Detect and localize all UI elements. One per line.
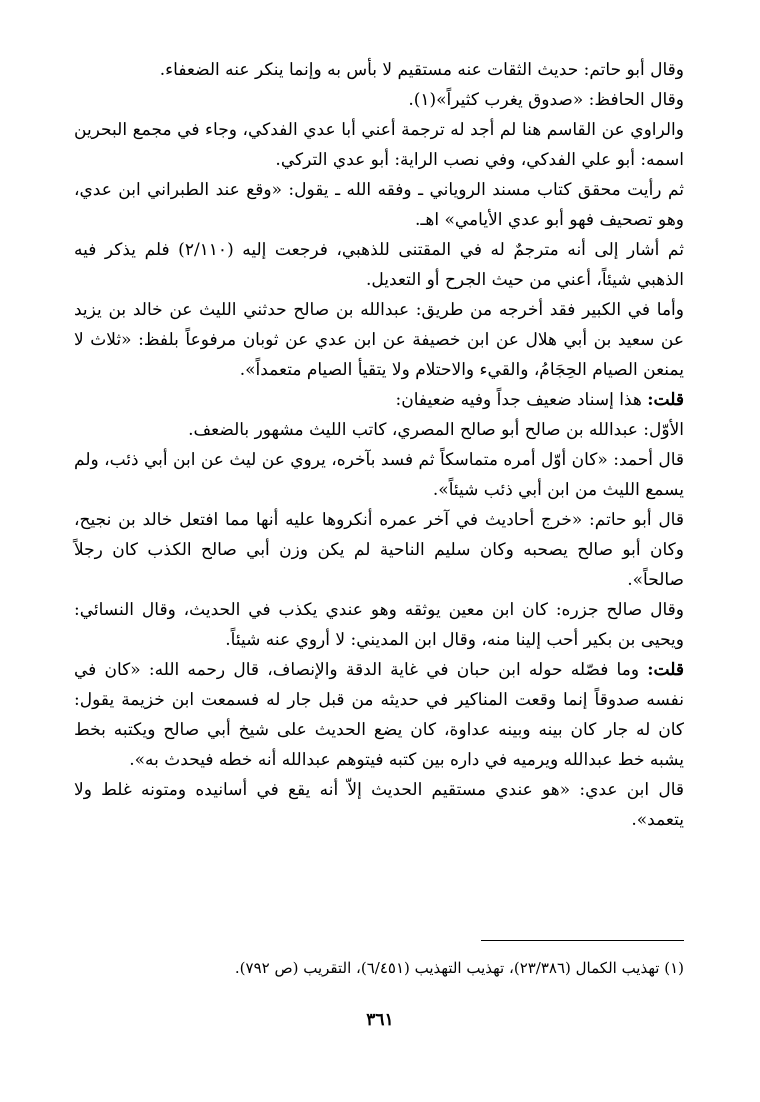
paragraph-text: قال أبو حاتم: «خرج أحاديث في آخر عمره أنكروها عليه أنها مما افتعل خالد بن نجيح، وكان أبو صالح يصحبه وكان سليم الناحية لم يكن وزن أبي صالح الكذب كان رجلاً صالحاً». bbox=[74, 510, 684, 590]
paragraph bbox=[74, 175, 684, 235]
paragraph bbox=[74, 385, 684, 415]
paragraph bbox=[74, 115, 684, 175]
footnote: (١) تهذيب الكمال (٢٣/٣٨٦)، تهذيب التهذيب (٦/٤٥١)، التقريب (ص ٧٩٢). bbox=[234, 959, 684, 977]
paragraph-text: هذا إسناد ضعيف جداً وفيه ضعيفان: bbox=[395, 390, 648, 410]
paragraph-text: ثم رأيت محقق كتاب مسند الروياني ـ وفقه الله ـ يقول: «وقع عند الطبراني ابن عدي، وهو تصحيف فهو أبو عدي الأيامي» اهـ. bbox=[74, 180, 684, 230]
paragraph bbox=[74, 235, 684, 295]
paragraph bbox=[74, 775, 684, 835]
paragraph bbox=[74, 55, 684, 85]
paragraph bbox=[74, 595, 684, 655]
main-text bbox=[74, 55, 684, 835]
paragraph bbox=[74, 655, 684, 775]
paragraph bbox=[74, 85, 684, 115]
paragraph bbox=[74, 415, 684, 445]
paragraph bbox=[74, 295, 684, 385]
paragraph bbox=[74, 445, 684, 505]
paragraph-text: وأما في الكبير فقد أخرجه من طريق: عبدالله بن صالح حدثني الليث عن خالد بن يزيد عن سعيد بن أبي هلال عن ابن خصيفة عن ابن عدي عن ثوبان مرفوعاً بلفظ: «ثلاث لا يمنعن الصيام الحِجَامُ، والقيء والاحتلام ولا يتقيأ الصيام متعمداً». bbox=[74, 300, 684, 380]
paragraph-text: وقال الحافظ: «صدوق يغرب كثيراً»(١). bbox=[408, 90, 684, 110]
paragraph-text: ثم أشار إلى أنه مترجمٌ له في المقتنى للذهبي، فرجعت إليه (٢/١١٠) فلم يذكر فيه الذهبي شيئاً، أعني من حيث الجرح أو التعديل. bbox=[74, 240, 684, 290]
paragraph-lead: قلت: bbox=[647, 390, 684, 410]
paragraph-text: وقال أبو حاتم: حديث الثقات عنه مستقيم لا بأس به وإنما ينكر عنه الضعفاء. bbox=[159, 60, 684, 80]
paragraph-text: وما فصّله حوله ابن حبان في غاية الدقة والإنصاف، قال رحمه الله: «كان في نفسه صدوقاً إنما وقعت المناكير في حديثه من قبل جار له فسمعت ابن خزيمة يقول: كان له جار كان بينه وبينه عداوة، كان يضع الحديث على شيخ أبي صالح ويكتبه بخط يشبه خط عبدالله ويرميه في داره بين كتبه فيتوهم عبدالله أنه خطه فيحدث به». bbox=[74, 660, 684, 770]
paragraph-lead: قلت: bbox=[647, 660, 684, 680]
footnote-separator bbox=[481, 940, 684, 941]
paragraph bbox=[74, 505, 684, 595]
paragraph-text: والراوي عن القاسم هنا لم أجد له ترجمة أعني أبا عدي الفدكي، وجاء في مجمع البحرين اسمه: أبو علي الفدكي، وفي نصب الراية: أبو عدي التركي. bbox=[74, 120, 684, 170]
page-number: ٣٦١ bbox=[366, 1010, 394, 1030]
paragraph-text: الأوّل: عبدالله بن صالح أبو صالح المصري، كاتب الليث مشهور بالضعف. bbox=[188, 420, 684, 440]
paragraph-text: قال أحمد: «كان أوّل أمره متماسكاً ثم فسد بآخره، يروي عن ليث عن ابن أبي ذئب، ولم يسمع الليث من ابن أبي ذئب شيئاً». bbox=[74, 450, 684, 500]
paragraph-text: قال ابن عدي: «هو عندي مستقيم الحديث إلاّ أنه يقع في أسانيده ومتونه غلط ولا يتعمد». bbox=[74, 780, 684, 830]
paragraph-text: وقال صالح جزره: كان ابن معين يوثقه وهو عندي يكذب في الحديث، وقال النسائي: ويحيى بن بكير أحب إلينا منه، وقال ابن المديني: لا أروي عنه شيئاً. bbox=[74, 600, 684, 650]
